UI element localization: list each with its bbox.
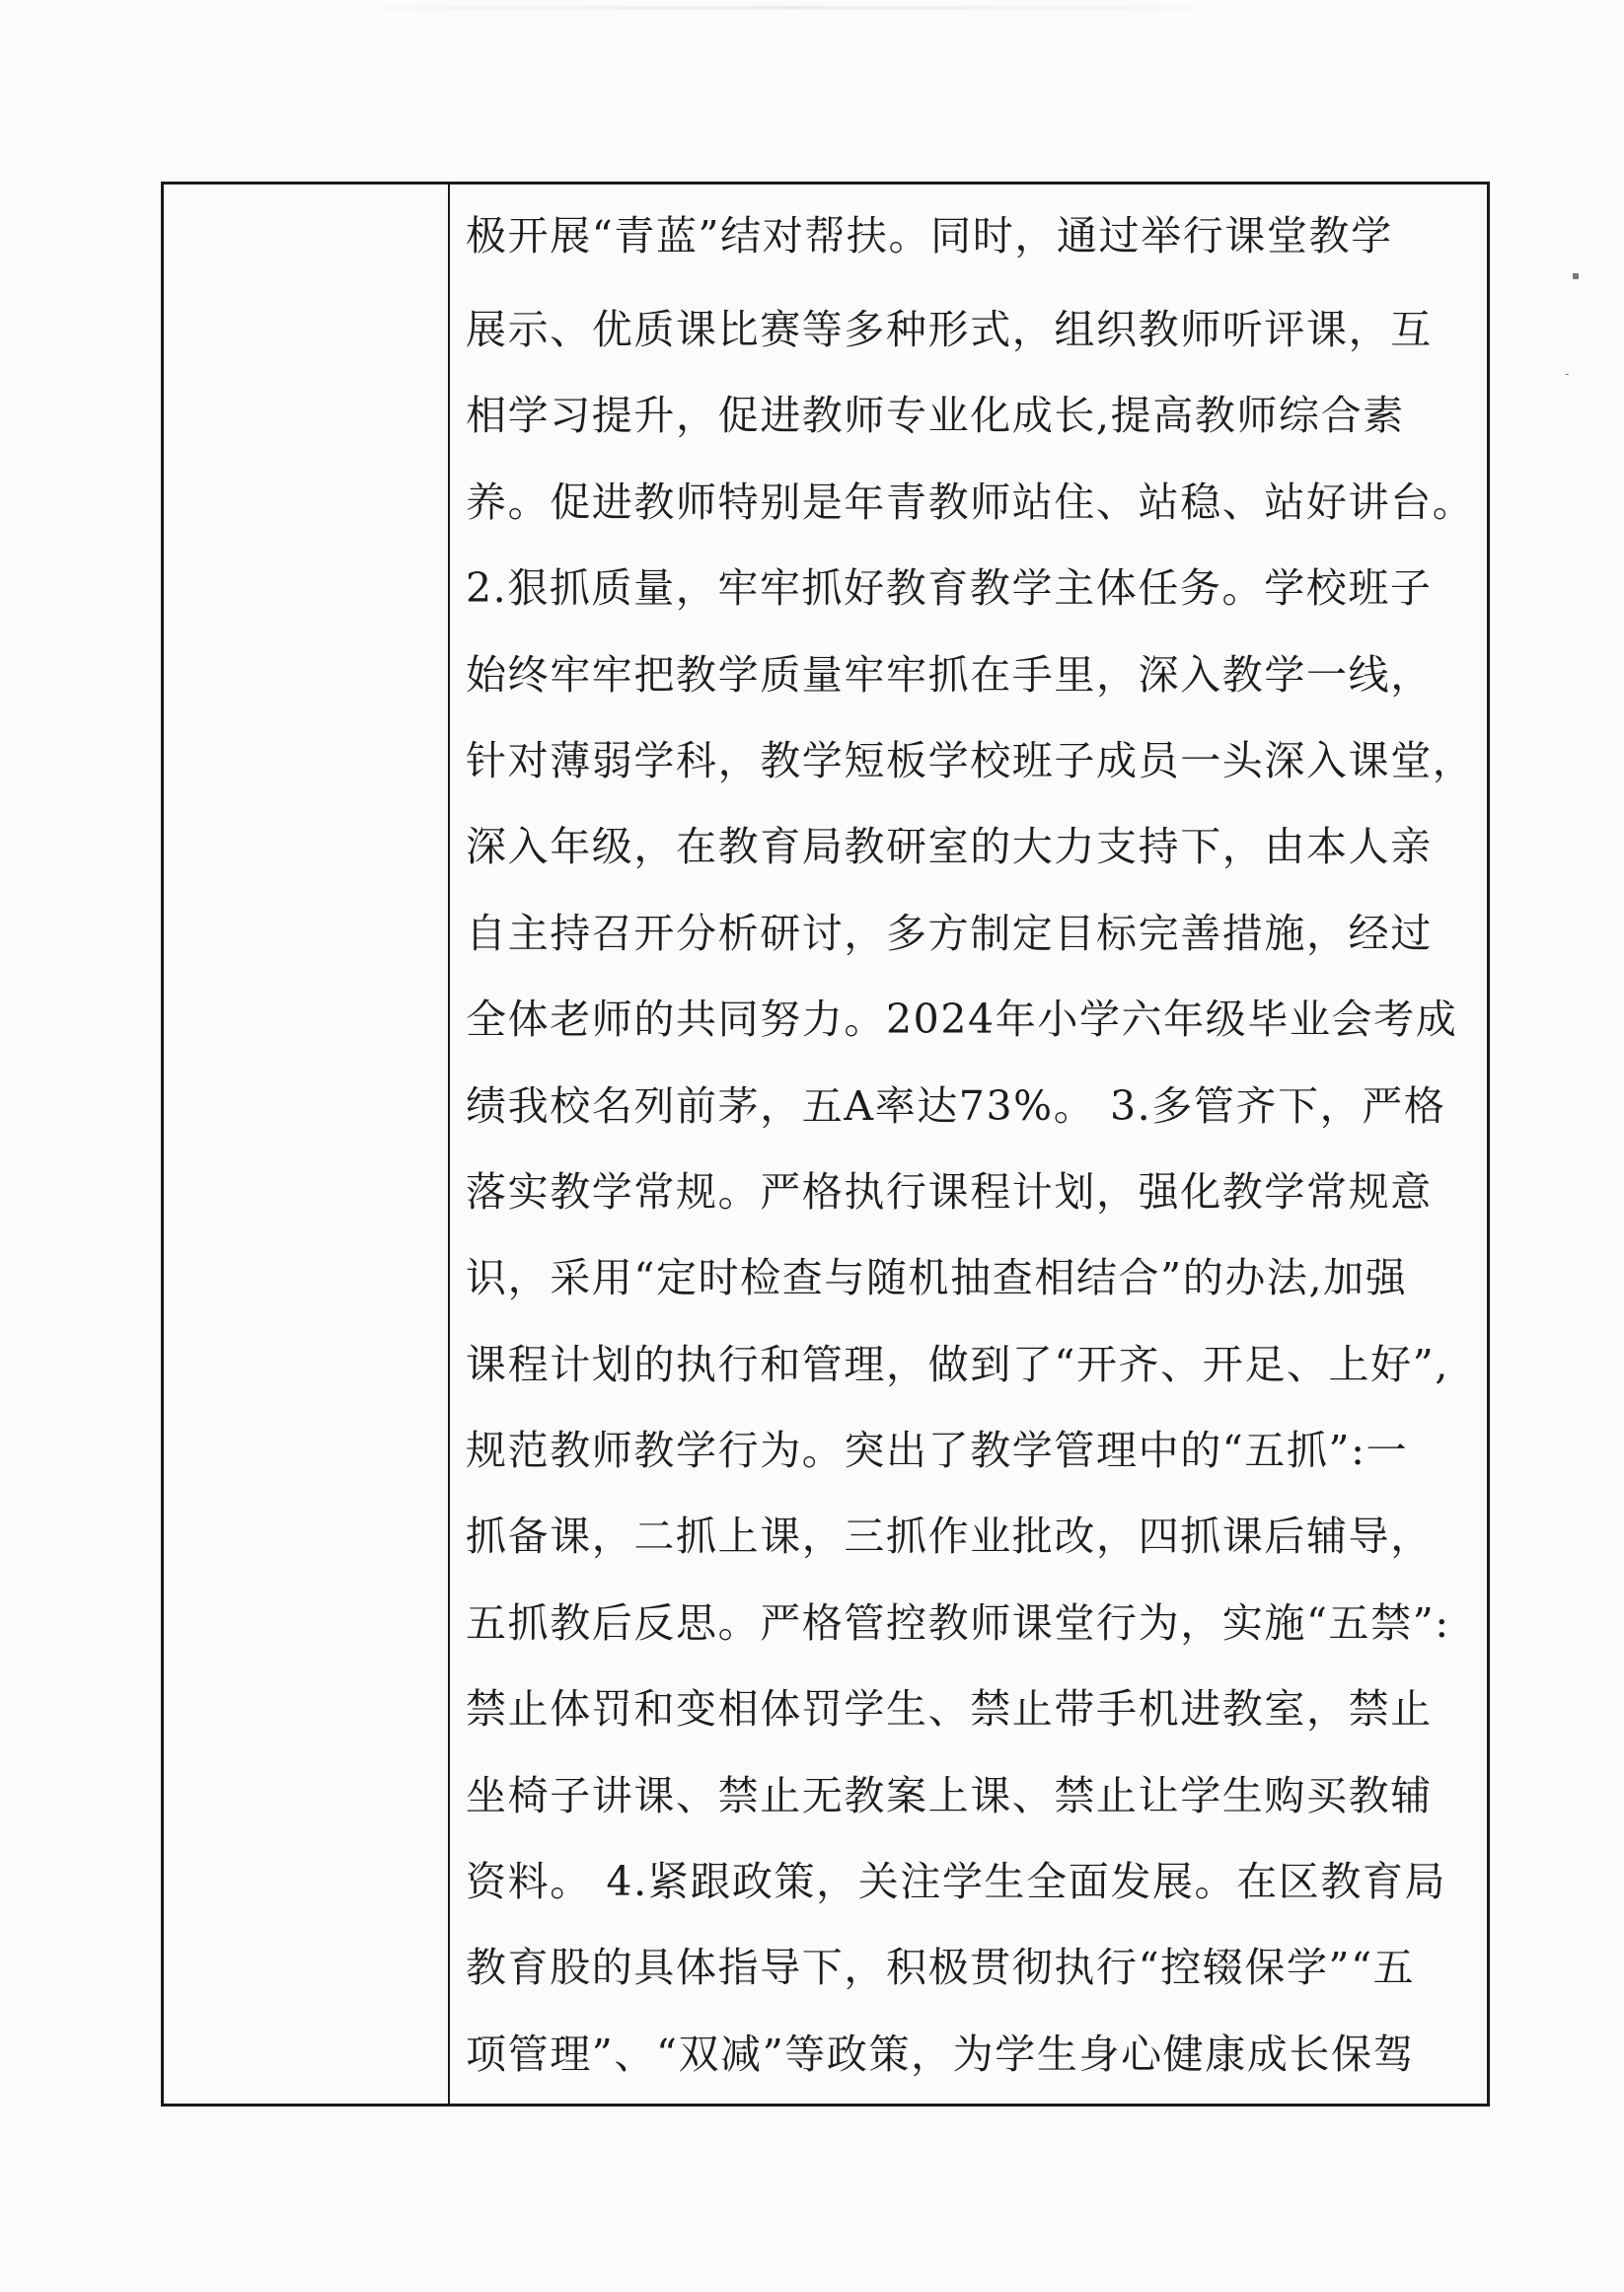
text-line: 落实教学常规。严格执行课程计划，强化教学常规意 xyxy=(466,1167,1433,1216)
text-line: 养。促进教师特别是年青教师站住、站稳、站好讲台。 xyxy=(466,478,1475,526)
text-line: 禁止体罚和变相体罚学生、禁止带手机进教室，禁止 xyxy=(466,1685,1433,1734)
text-line: 始终牢牢把教学质量牢牢抓在手里，深入教学一线， xyxy=(466,650,1433,699)
text-line: 绩我校名列前茅，五A率达73%。 3.多管齐下，严格 xyxy=(466,1081,1446,1130)
text-line: 全体老师的共同努力。2024年小学六年级毕业会考成 xyxy=(466,996,1458,1044)
text-line: 极开展“青蓝”结对帮扶。同时，通过举行课堂教学 xyxy=(466,212,1393,259)
content-column-cell xyxy=(450,185,1487,2104)
text-line: 识，采用“定时检查与随机抽查相结合”的办法,加强 xyxy=(466,1254,1408,1302)
text-line: 规范教师教学行为。突出了教学管理中的“五抓”:一 xyxy=(466,1427,1409,1475)
text-line: 2.狠抓质量，牢牢抓好教育教学主体任务。学校班子 xyxy=(466,564,1433,613)
form-table xyxy=(161,182,1490,2107)
text-line: 相学习提升，促进教师专业化成长,提高教师综合素 xyxy=(466,392,1405,440)
scan-artifact-mark: ▪ xyxy=(1572,268,1581,282)
text-line: 课程计划的执行和管理，做到了“开齐、开足、上好”, xyxy=(466,1340,1449,1388)
text-line: 深入年级，在教育局教研室的大力支持下，由本人亲 xyxy=(466,823,1433,871)
text-line: 项管理”、“双减”等政策，为学生身心健康成长保驾 xyxy=(466,2030,1416,2078)
text-line: 教育股的具体指导下，积极贯彻执行“控辍保学”“五 xyxy=(466,1944,1416,1992)
text-line: 坐椅子讲课、禁止无教案上课、禁止让学生购买教辅 xyxy=(466,1771,1433,1819)
text-line: 五抓教后反思。严格管控教师课堂行为，实施“五禁”: xyxy=(466,1598,1450,1647)
text-line: 自主持召开分析研讨，多方制定目标完善措施，经过 xyxy=(466,909,1433,957)
text-line: 针对薄弱学科，教学短板学校班子成员一头深入课堂， xyxy=(466,736,1475,784)
label-column-cell xyxy=(164,185,450,2104)
body-paragraph xyxy=(466,185,1482,2098)
text-line: 资料。 4.紧跟政策，关注学生全面发展。在区教育局 xyxy=(466,1858,1447,1906)
text-line: 抓备课，二抓上课，三抓作业批改，四抓课后辅导， xyxy=(466,1513,1433,1561)
text-line: 展示、优质课比赛等多种形式，组织教师听评课，互 xyxy=(466,306,1433,353)
scan-artifact-mark: - xyxy=(1565,367,1570,381)
scan-edge-shadow xyxy=(296,6,1283,10)
